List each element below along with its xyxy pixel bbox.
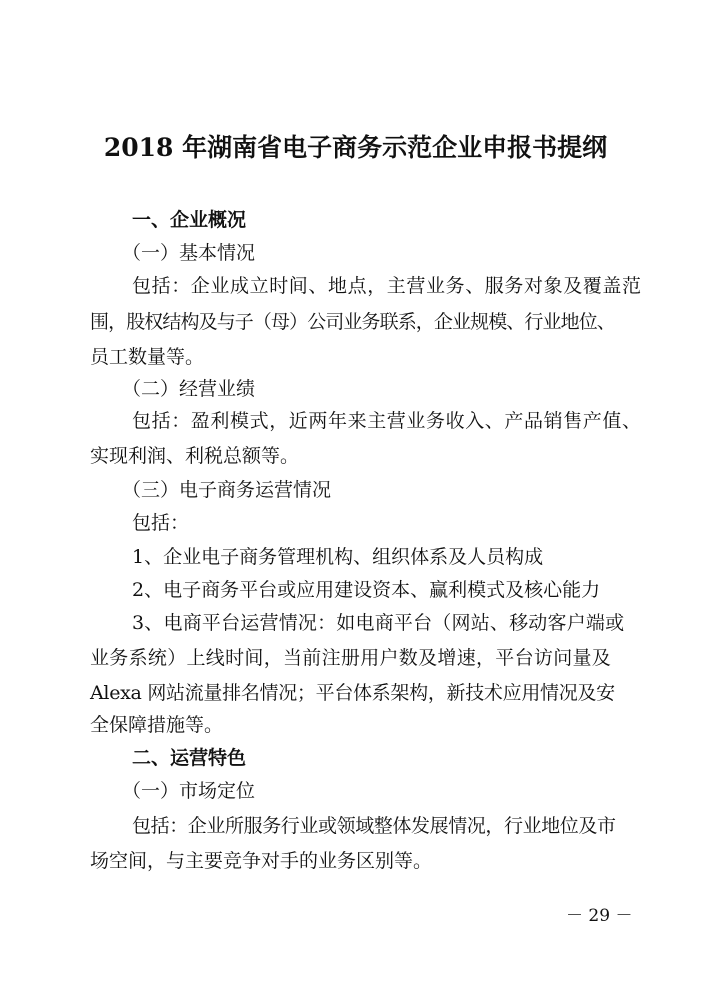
page-number: － 29 － xyxy=(566,906,633,926)
subsection-market-positioning: （一）市场定位 xyxy=(122,780,256,802)
paragraph-line: 全保障措施等。 xyxy=(90,714,224,736)
paragraph-line: 包括：盈利模式，近两年来主营业务收入、产品销售产值、 xyxy=(132,410,642,432)
list-item: 2、电子商务平台或应用建设资本、赢利模式及核心能力 xyxy=(132,579,601,601)
paragraph-line: 业务系统）上线时间，当前注册用户数及增速，平台访问量及 xyxy=(90,647,612,669)
paragraph-line: 包括：企业成立时间、地点，主营业务、服务对象及覆盖范 xyxy=(132,275,642,297)
list-item: 3、电商平台运营情况：如电商平台（网站、移动客户端或 xyxy=(132,612,625,634)
section-heading-operating-features: 二、运营特色 xyxy=(132,747,247,769)
paragraph-line: Alexa 网站流量排名情况；平台体系架构，新技术应用情况及安 xyxy=(90,682,615,704)
subsection-ecommerce-operations: （三）电子商务运营情况 xyxy=(122,479,332,501)
document-title: 2018 年湖南省电子商务示范企业申报书提纲 xyxy=(103,133,608,162)
paragraph-line: 员工数量等。 xyxy=(90,346,205,368)
paragraph-line: 包括：企业所服务行业或领域整体发展情况，行业地位及市 xyxy=(132,815,616,837)
paragraph-line: 包括： xyxy=(132,512,190,534)
subsection-basic-info: （一）基本情况 xyxy=(122,242,256,264)
list-item: 1、企业电子商务管理机构、组织体系及人员构成 xyxy=(132,546,544,568)
section-heading-company-overview: 一、企业概况 xyxy=(132,209,247,231)
subsection-business-performance: （二）经营业绩 xyxy=(122,378,256,400)
paragraph-line: 实现利润、利税总额等。 xyxy=(90,445,300,467)
paragraph-line: 围，股权结构及与子（母）公司业务联系，企业规模、行业地位、 xyxy=(90,311,615,333)
paragraph-line: 场空间，与主要竞争对手的业务区别等。 xyxy=(90,850,433,872)
